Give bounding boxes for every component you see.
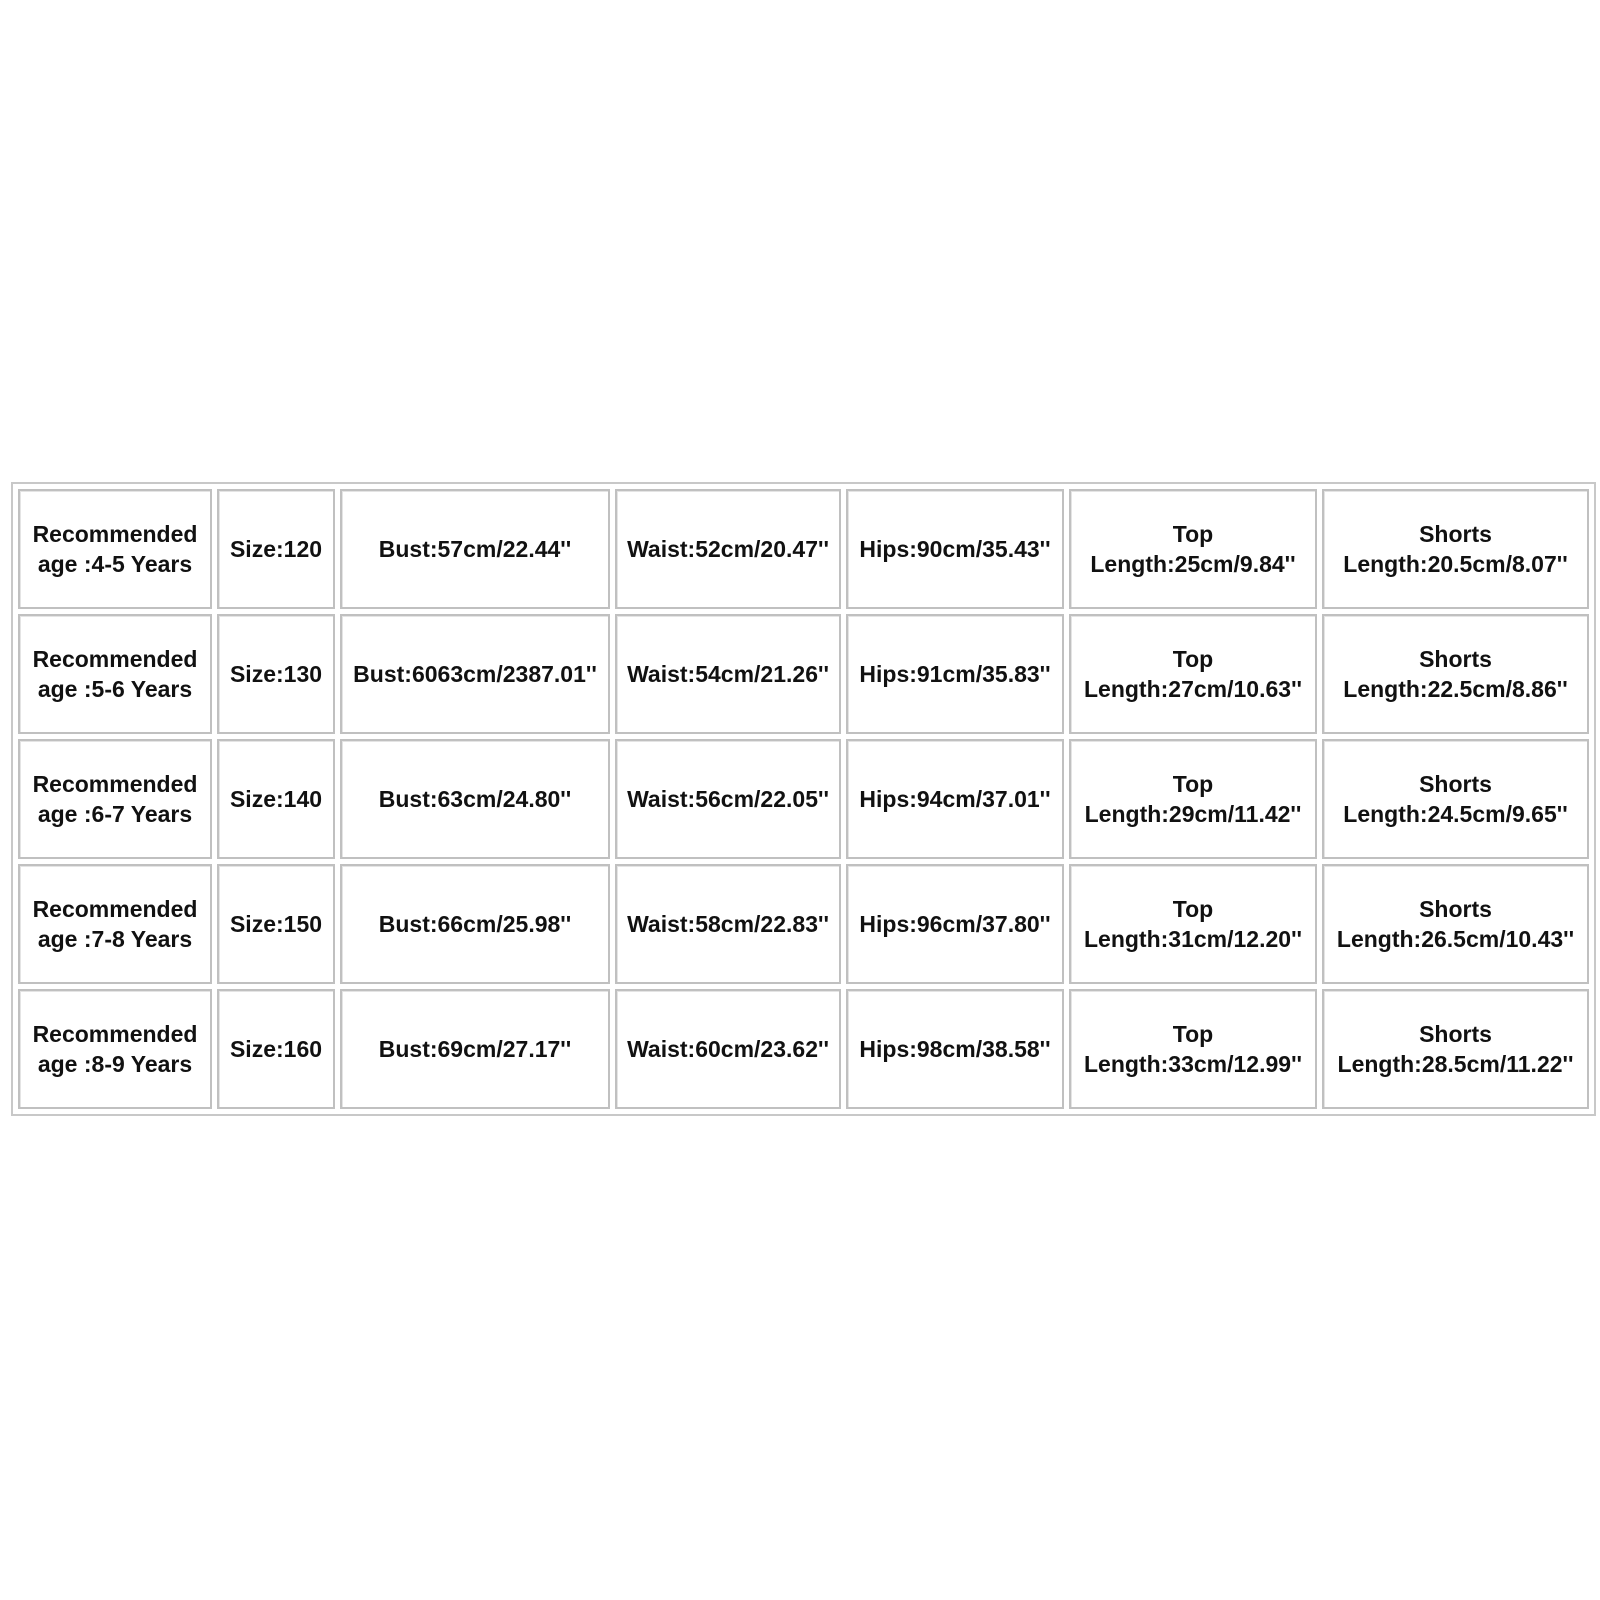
top-length-cell: Top Length:29cm/11.42'' bbox=[1069, 739, 1317, 859]
waist-cell: Waist:54cm/21.26'' bbox=[615, 614, 841, 734]
waist-cell: Waist:56cm/22.05'' bbox=[615, 739, 841, 859]
top-length-cell: Top Length:33cm/12.99'' bbox=[1069, 989, 1317, 1109]
size-chart-table bbox=[11, 482, 1596, 1116]
bust-cell: Bust:57cm/22.44'' bbox=[340, 489, 610, 609]
bust-cell: Bust:63cm/24.80'' bbox=[340, 739, 610, 859]
hips-cell: Hips:90cm/35.43'' bbox=[846, 489, 1064, 609]
hips-cell: Hips:98cm/38.58'' bbox=[846, 989, 1064, 1109]
hips-cell: Hips:91cm/35.83'' bbox=[846, 614, 1064, 734]
shorts-length-cell: Shorts Length:24.5cm/9.65'' bbox=[1322, 739, 1589, 859]
size-cell: Size:160 bbox=[217, 989, 335, 1109]
age-cell: Recommended age :5-6 Years bbox=[18, 614, 212, 734]
top-length-cell: Top Length:31cm/12.20'' bbox=[1069, 864, 1317, 984]
size-cell: Size:130 bbox=[217, 614, 335, 734]
waist-cell: Waist:60cm/23.62'' bbox=[615, 989, 841, 1109]
size-cell: Size:140 bbox=[217, 739, 335, 859]
waist-cell: Waist:58cm/22.83'' bbox=[615, 864, 841, 984]
age-cell: Recommended age :6-7 Years bbox=[18, 739, 212, 859]
top-length-cell: Top Length:25cm/9.84'' bbox=[1069, 489, 1317, 609]
bust-cell: Bust:66cm/25.98'' bbox=[340, 864, 610, 984]
shorts-length-cell: Shorts Length:26.5cm/10.43'' bbox=[1322, 864, 1589, 984]
shorts-length-cell: Shorts Length:22.5cm/8.86'' bbox=[1322, 614, 1589, 734]
size-cell: Size:120 bbox=[217, 489, 335, 609]
shorts-length-cell: Shorts Length:20.5cm/8.07'' bbox=[1322, 489, 1589, 609]
waist-cell: Waist:52cm/20.47'' bbox=[615, 489, 841, 609]
hips-cell: Hips:94cm/37.01'' bbox=[846, 739, 1064, 859]
hips-cell: Hips:96cm/37.80'' bbox=[846, 864, 1064, 984]
age-cell: Recommended age :8-9 Years bbox=[18, 989, 212, 1109]
shorts-length-cell: Shorts Length:28.5cm/11.22'' bbox=[1322, 989, 1589, 1109]
age-cell: Recommended age :4-5 Years bbox=[18, 489, 212, 609]
table-row bbox=[18, 739, 1589, 859]
top-length-cell: Top Length:27cm/10.63'' bbox=[1069, 614, 1317, 734]
table-row bbox=[18, 989, 1589, 1109]
bust-cell: Bust:69cm/27.17'' bbox=[340, 989, 610, 1109]
size-cell: Size:150 bbox=[217, 864, 335, 984]
bust-cell: Bust:6063cm/2387.01'' bbox=[340, 614, 610, 734]
table-row bbox=[18, 864, 1589, 984]
table-row bbox=[18, 614, 1589, 734]
age-cell: Recommended age :7-8 Years bbox=[18, 864, 212, 984]
table-row bbox=[18, 489, 1589, 609]
